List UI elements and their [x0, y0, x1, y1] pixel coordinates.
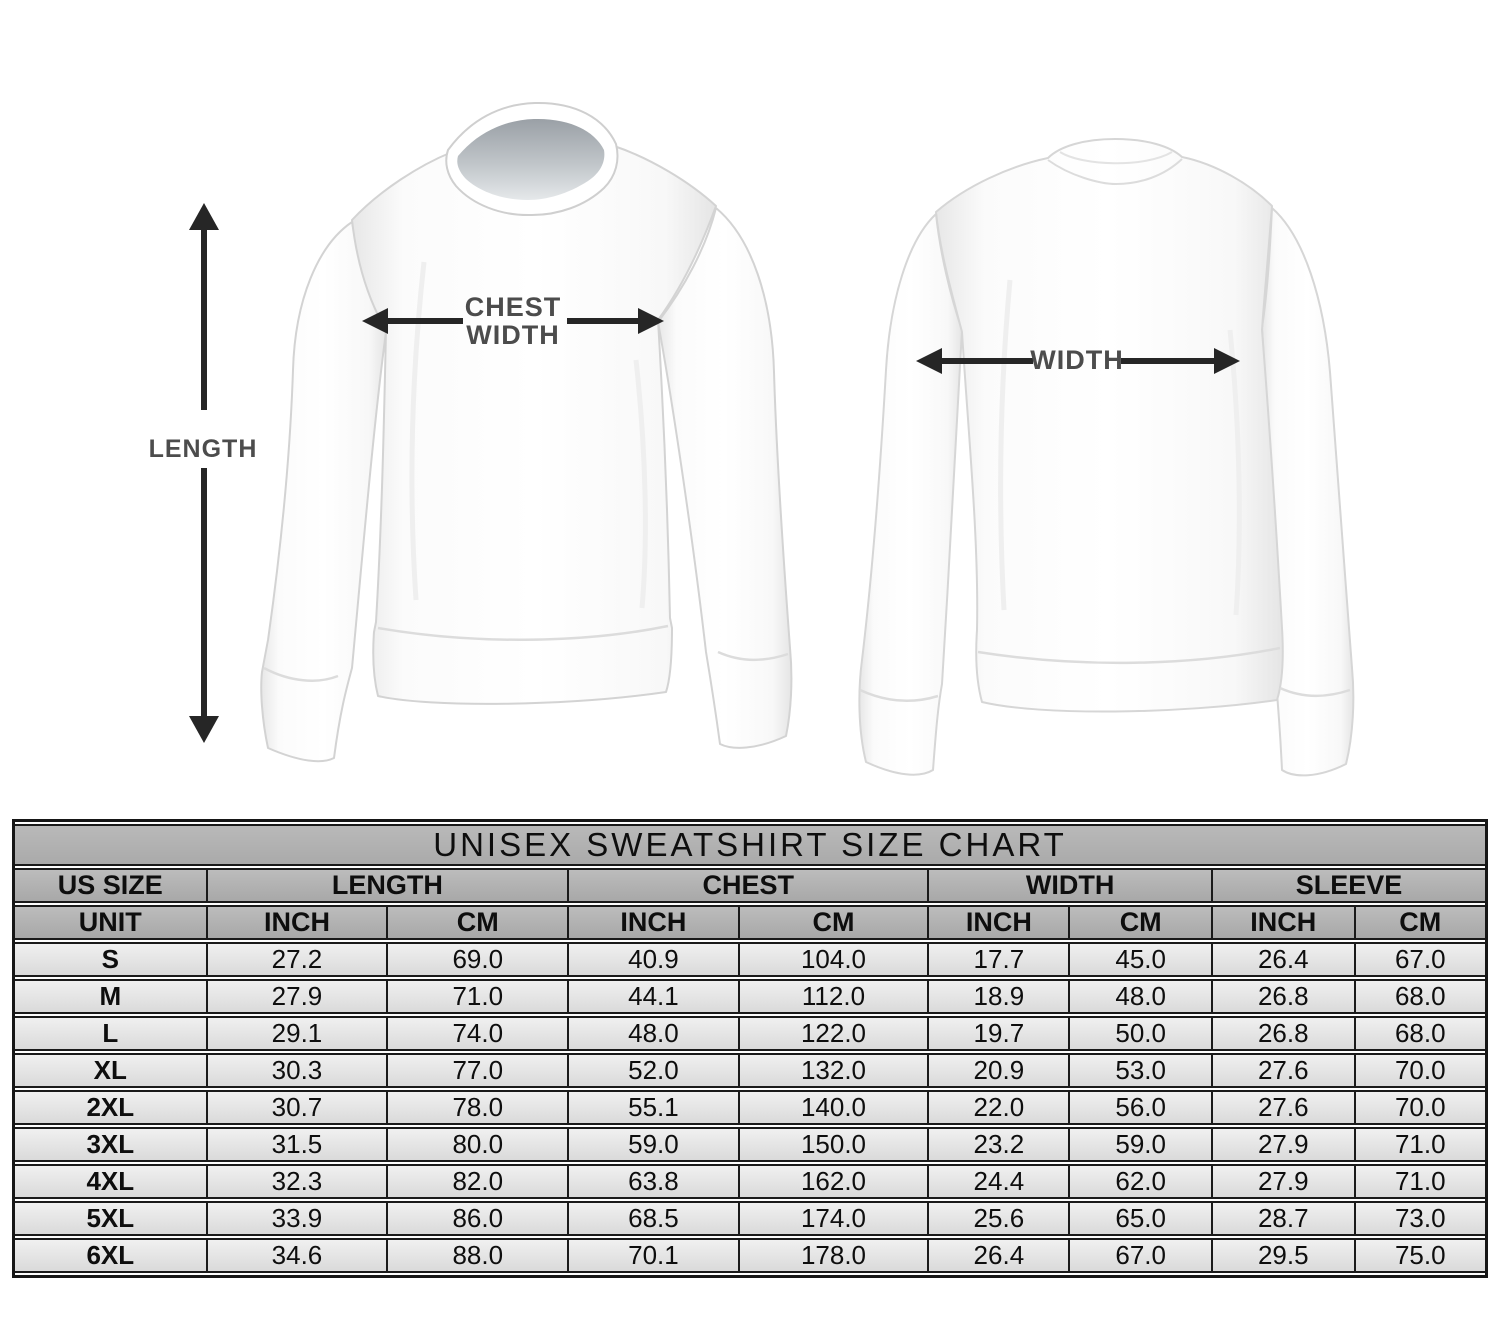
value-cell: 50.0	[1070, 1016, 1213, 1051]
value-cell: 86.0	[388, 1201, 569, 1236]
arrowhead-up-icon	[189, 203, 219, 230]
value-cell: 104.0	[740, 942, 930, 977]
value-cell: 65.0	[1070, 1201, 1213, 1236]
table-title-row	[15, 824, 1485, 866]
value-cell: 48.0	[1070, 979, 1213, 1014]
value-cell: 40.9	[569, 942, 740, 977]
value-cell: 29.5	[1213, 1238, 1356, 1273]
value-cell: 174.0	[740, 1201, 930, 1236]
value-cell: 77.0	[388, 1053, 569, 1088]
unit-cell: CM	[388, 905, 569, 940]
value-cell: 162.0	[740, 1164, 930, 1199]
value-cell: 55.1	[569, 1090, 740, 1125]
length-arrow	[189, 203, 219, 743]
value-cell: 34.6	[208, 1238, 389, 1273]
value-cell: 67.0	[1356, 942, 1485, 977]
value-cell: 80.0	[388, 1127, 569, 1162]
unit-cell: CM	[1070, 905, 1213, 940]
back-left-sleeve	[859, 214, 962, 775]
unit-cell: CM	[740, 905, 930, 940]
value-cell: 71.0	[388, 979, 569, 1014]
value-cell: 52.0	[569, 1053, 740, 1088]
value-cell: 74.0	[388, 1016, 569, 1051]
length-label: LENGTH	[148, 435, 258, 463]
size-cell: 2XL	[15, 1090, 208, 1125]
value-cell: 45.0	[1070, 942, 1213, 977]
size-cell: M	[15, 979, 208, 1014]
unit-cell: INCH	[569, 905, 740, 940]
value-cell: 19.7	[929, 1016, 1070, 1051]
value-cell: 20.9	[929, 1053, 1070, 1088]
value-cell: 53.0	[1070, 1053, 1213, 1088]
value-cell: 68.5	[569, 1201, 740, 1236]
value-cell: 27.2	[208, 942, 389, 977]
width-label: WIDTH	[1030, 345, 1124, 375]
value-cell: 27.6	[1213, 1053, 1356, 1088]
value-cell: 59.0	[569, 1127, 740, 1162]
unit-header: UNIT	[15, 905, 208, 940]
value-cell: 23.2	[929, 1127, 1070, 1162]
value-cell: 82.0	[388, 1164, 569, 1199]
value-cell: 150.0	[740, 1127, 930, 1162]
table-row-2xl	[15, 1090, 1485, 1125]
value-cell: 56.0	[1070, 1090, 1213, 1125]
chest-width-label: CHEST WIDTH	[464, 292, 562, 351]
value-cell: 17.7	[929, 942, 1070, 977]
size-cell: L	[15, 1016, 208, 1051]
value-cell: 178.0	[740, 1238, 930, 1273]
table-title: UNISEX SWEATSHIRT SIZE CHART	[15, 824, 1485, 866]
value-cell: 69.0	[388, 942, 569, 977]
value-cell: 122.0	[740, 1016, 930, 1051]
table-row-3xl	[15, 1127, 1485, 1162]
value-cell: 71.0	[1356, 1127, 1485, 1162]
value-cell: 22.0	[929, 1090, 1070, 1125]
value-cell: 75.0	[1356, 1238, 1485, 1273]
table-row-l	[15, 1016, 1485, 1051]
value-cell: 27.9	[1213, 1164, 1356, 1199]
value-cell: 73.0	[1356, 1201, 1485, 1236]
arrowhead-down-icon	[189, 716, 219, 743]
value-cell: 59.0	[1070, 1127, 1213, 1162]
value-cell: 68.0	[1356, 979, 1485, 1014]
value-cell: 29.1	[208, 1016, 389, 1051]
value-cell: 25.6	[929, 1201, 1070, 1236]
table-row-4xl	[15, 1164, 1485, 1199]
value-cell: 27.9	[208, 979, 389, 1014]
size-cell: 3XL	[15, 1127, 208, 1162]
us-size-header: US SIZE	[15, 868, 208, 903]
value-cell: 70.0	[1356, 1090, 1485, 1125]
value-cell: 44.1	[569, 979, 740, 1014]
value-cell: 70.1	[569, 1238, 740, 1273]
value-cell: 26.8	[1213, 1016, 1356, 1051]
value-cell: 32.3	[208, 1164, 389, 1199]
value-cell: 62.0	[1070, 1164, 1213, 1199]
value-cell: 67.0	[1070, 1238, 1213, 1273]
size-chart-table	[15, 822, 1485, 1275]
value-cell: 71.0	[1356, 1164, 1485, 1199]
value-cell: 33.9	[208, 1201, 389, 1236]
value-cell: 68.0	[1356, 1016, 1485, 1051]
size-cell: 4XL	[15, 1164, 208, 1199]
value-cell: 78.0	[388, 1090, 569, 1125]
unit-cell: INCH	[208, 905, 389, 940]
size-cell: 5XL	[15, 1201, 208, 1236]
table-row-s	[15, 942, 1485, 977]
table-row-xl	[15, 1053, 1485, 1088]
value-cell: 70.0	[1356, 1053, 1485, 1088]
value-cell: 88.0	[388, 1238, 569, 1273]
value-cell: 26.4	[929, 1238, 1070, 1273]
value-cell: 31.5	[208, 1127, 389, 1162]
value-cell: 140.0	[740, 1090, 930, 1125]
value-cell: 18.9	[929, 979, 1070, 1014]
unit-cell: INCH	[929, 905, 1070, 940]
size-cell: XL	[15, 1053, 208, 1088]
unit-cell: INCH	[1213, 905, 1356, 940]
front-sweatshirt-illustration	[261, 103, 791, 761]
size-cell: S	[15, 942, 208, 977]
value-cell: 27.6	[1213, 1090, 1356, 1125]
value-cell: 28.7	[1213, 1201, 1356, 1236]
size-cell: 6XL	[15, 1238, 208, 1273]
value-cell: 26.4	[1213, 942, 1356, 977]
value-cell: 24.4	[929, 1164, 1070, 1199]
value-cell: 30.7	[208, 1090, 389, 1125]
value-cell: 30.3	[208, 1053, 389, 1088]
value-cell: 112.0	[740, 979, 930, 1014]
front-body	[352, 146, 716, 704]
value-cell: 48.0	[569, 1016, 740, 1051]
table-row-5xl	[15, 1201, 1485, 1236]
back-sweatshirt-illustration	[859, 139, 1353, 775]
back-body	[936, 139, 1283, 712]
value-cell: 27.9	[1213, 1127, 1356, 1162]
value-cell: 63.8	[569, 1164, 740, 1199]
table-unit-row	[15, 905, 1485, 940]
size-chart-table-container	[12, 819, 1488, 1278]
value-cell: 26.8	[1213, 979, 1356, 1014]
group-header-length: LENGTH	[208, 868, 570, 903]
group-header-sleeve: SLEEVE	[1213, 868, 1485, 903]
table-row-m	[15, 979, 1485, 1014]
value-cell: 132.0	[740, 1053, 930, 1088]
group-header-width: WIDTH	[929, 868, 1213, 903]
group-header-chest: CHEST	[569, 868, 929, 903]
table-row-6xl	[15, 1238, 1485, 1273]
table-group-header-row	[15, 868, 1485, 903]
unit-cell: CM	[1356, 905, 1485, 940]
